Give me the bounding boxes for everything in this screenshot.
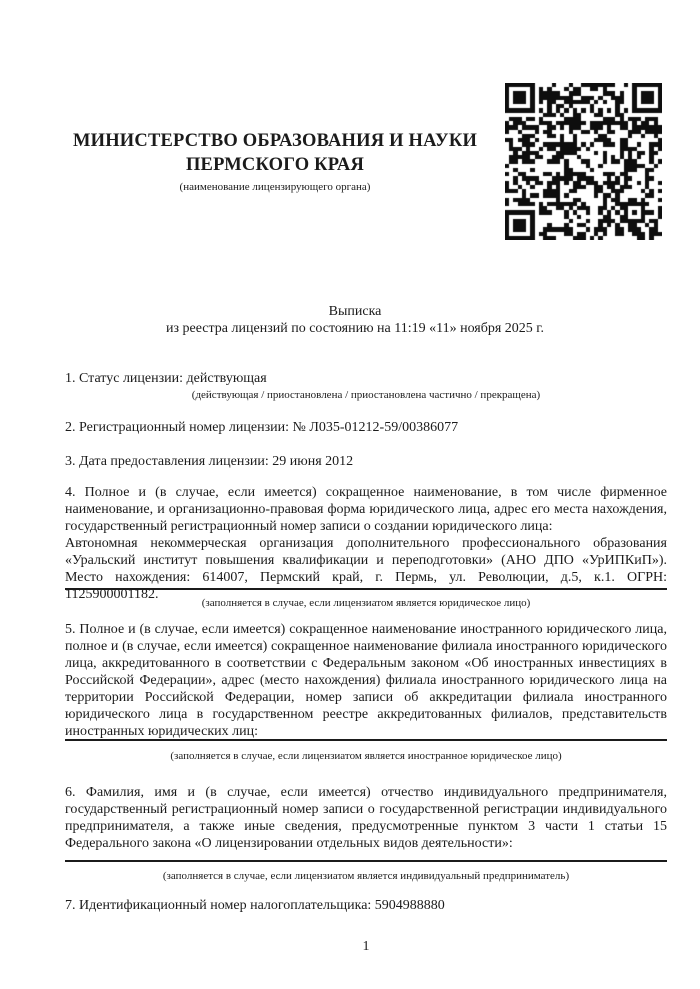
document-title [65,303,645,337]
document-title-line2: из реестра лицензий по состоянию на 11:19 «11» ноября 2025 г. [166,321,544,336]
item4-legal-entity-value: Автономная некоммерческая организация дополнительного профессионального образования «Уральский институт повышения квалификации и переподготовки» (АНО ДПО «УрИПКиП»). Место нахождения: 614007, Пермский край, г. Пермь, ул. Революции, д.5, к.1. ОГРН: 1125900001182. [65,536,667,602]
ministry-name-line1: МИНИСТЕРСТВО ОБРАЗОВАНИЯ И НАУКИ [72,131,478,151]
item5-foreign-entity-heading: 5. Полное и (в случае, если имеется) сокращенное наименование иностранного юридического лица, полное и (в случае, если имеется) сокращенное наименование филиала иностранного юридического лица, аккредитованного в соответствии с Федеральным законом «Об иностранных инвестициях в Российской Федерации», адрес (место нахождения) филиала иностранного юридического лица на территории Российской Федерации, номер записи об аккредитации филиала иностранного юридического лица в государственном реестре аккредитованных филиалов, представительств иностранных юридических лиц: [65,622,667,739]
licensing-authority-note: (наименование лицензирующего органа) [179,181,371,193]
item4-note: (заполняется в случае, если лицензиатом является юридическое лицо) [201,597,531,609]
document-title-line1: Выписка [328,304,382,319]
item7-taxpayer-number: 7. Идентификационный номер налогоплательщика: 5904988880 [65,898,445,913]
item1-license-status: 1. Статус лицензии: действующая [65,371,267,386]
item6-entrepreneur-heading: 6. Фамилия, имя и (в случае, если имеется) отчество индивидуального предпринимателя, государственный регистрационный номер записи о государственной регистрации индивидуального предпринимателя, а также иные сведения, предусмотренные пунктом 3 части 1 статьи 15 Федерального закона «О лицензировании отдельных видов деятельности»: [65,785,667,851]
item4-legal-entity-heading: 4. Полное и (в случае, если имеется) сокращенное наименование, в том числе фирменное наименование, и организационно-правовая форма юридического лица, адрес его места нахождения, государственный регистрационный номер записи о создании юридического лица: [65,485,667,534]
qr-code-icon [505,83,662,240]
item6-fill-line [65,860,667,862]
item2-registration-number: 2. Регистрационный номер лицензии: № Л035-01212-59/00386077 [65,420,459,435]
item3-license-date: 3. Дата предоставления лицензии: 29 июня 2012 [65,454,354,469]
ministry-name [65,129,485,177]
ministry-header [65,129,485,194]
item5-note: (заполняется в случае, если лицензиатом является иностранное юридическое лицо) [170,750,562,762]
page-number: 1 [362,939,370,954]
item1-note: (действующая / приостановлена / приостановлена частично / прекращена) [191,389,541,401]
item4-fill-line [65,588,667,590]
ministry-name-line2: ПЕРМСКОГО КРАЯ [185,155,365,175]
item5-fill-line [65,739,667,741]
item6-note: (заполняется в случае, если лицензиатом является индивидуальный предприниматель) [162,870,570,882]
